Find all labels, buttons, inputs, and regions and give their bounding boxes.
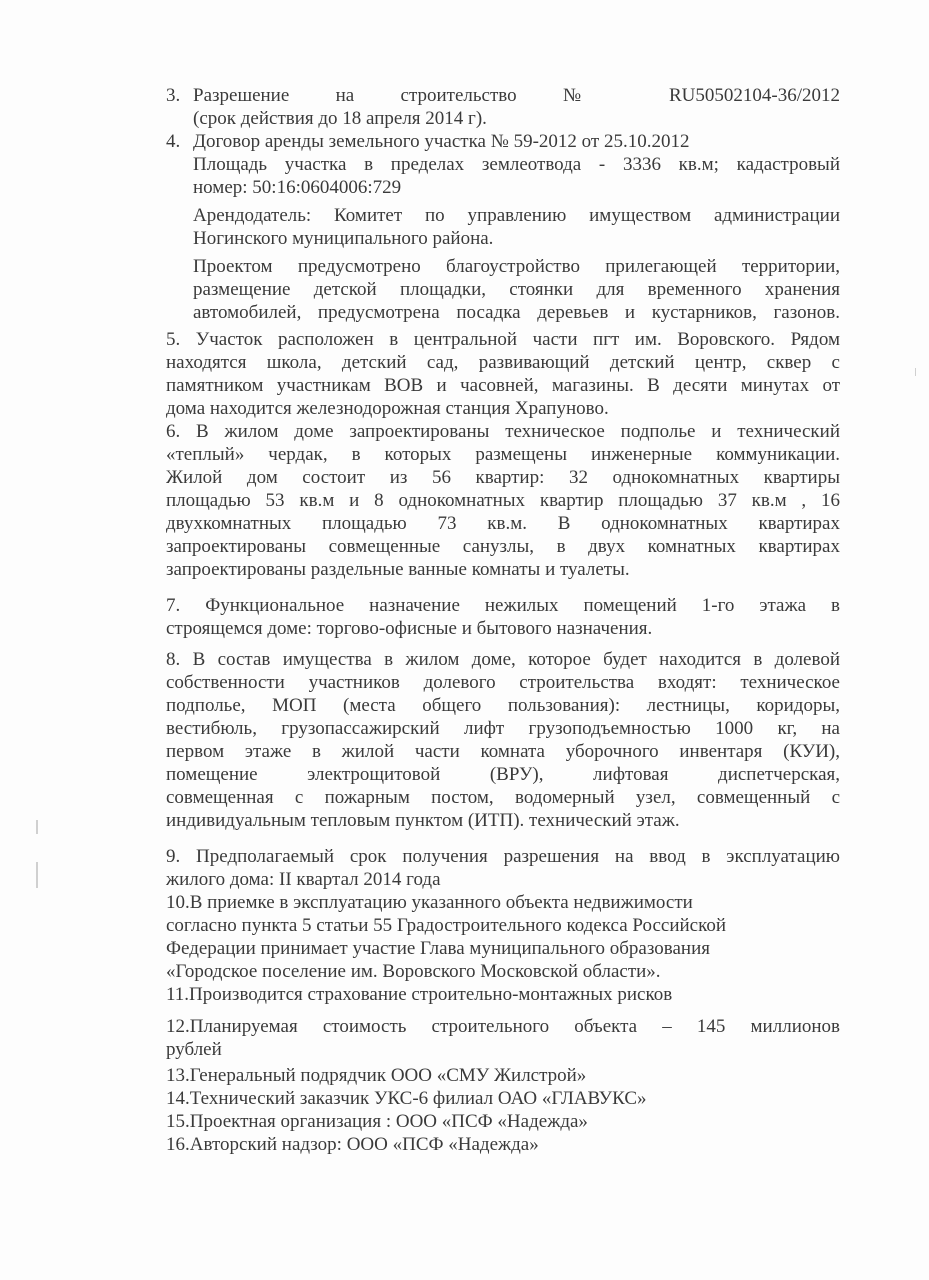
text-line: (срок действия до 18 апреля 2014 г). [193,108,487,129]
scan-artifact [915,368,916,376]
item-number: 4. [166,131,181,152]
text-line: 6. В жилом доме запроектированы техническое подполье и технический [166,421,840,442]
text-line: номер: 50:16:0604006:729 [193,177,402,198]
text-line: 10.В приемке в эксплуатацию указанного объекта недвижимости [166,892,693,913]
text-line: первом этаже в жилой части комната уборочного инвентаря (КУИ), [166,741,840,762]
text-line: рублей [166,1039,222,1060]
text-line: собственности участников долевого строительства входят: техническое [166,672,840,693]
text-line: памятником участникам ВОВ и часовней, магазины. В десяти минутах от [166,375,840,396]
text-line: запроектированы раздельные ванные комнаты и туалеты. [166,559,630,580]
text-line: индивидуальным тепловым пунктом (ИТП). технический этаж. [166,810,680,831]
text-line: подполье, МОП (места общего пользования): лестницы, коридоры, [166,695,840,716]
text-line: совмещенная с пожарным постом, водомерный узел, совмещенный с [166,787,840,808]
text-line: 7. Функциональное назначение нежилых помещений 1-го этажа в [166,595,840,616]
text-line: 11.Производится страхование строительно-монтажных рисков [166,984,673,1005]
text-line: запроектированы совмещенные санузлы, в двух комнатных квартирах [166,536,840,557]
text-line: дома находится железнодорожная станция Храпуново. [166,398,609,419]
text-line: 9. Предполагаемый срок получения разрешения на ввод в эксплуатацию [166,846,840,867]
text-line: 14.Технический заказчик УКС-6 филиал ОАО «ГЛАВУКС» [166,1088,647,1109]
text-line: автомобилей, предусмотрена посадка деревьев и кустарников, газонов. [193,302,840,323]
text-line: 15.Проектная организация : ООО «ПСФ «Надежда» [166,1111,588,1132]
text-line: строящемся доме: торгово-офисные и бытового назначения. [166,618,653,639]
text-line: 13.Генеральный подрядчик ООО «СМУ Жилстрой» [166,1065,587,1086]
text-line: Площадь участка в пределах землеотвода - 3336 кв.м; кадастровый [193,154,840,175]
text-line: находятся школа, детский сад, развивающий детский центр, сквер с [166,352,840,373]
text-line: размещение детской площадки, стоянки для временного хранения [193,279,840,300]
scan-artifact [36,862,38,888]
text-line: Арендодатель: Комитет по управлению имуществом администрации [193,205,840,226]
scan-artifact [36,820,38,834]
text-line: Договор аренды земельного участка № 59-2012 от 25.10.2012 [193,131,690,152]
text-line: помещение электрощитовой (ВРУ), лифтовая диспетчерская, [166,764,840,785]
text-line: 12.Планируемая стоимость строительного объекта – 145 миллионов [166,1016,840,1037]
text-line: Федерации принимает участие Глава муниципального образования [166,938,710,959]
text-line: 5. Участок расположен в центральной части пгт им. Воровского. Рядом [166,329,840,350]
text-line: Жилой дом состоит из 56 квартир: 32 однокомнатных квартиры [166,467,840,488]
text-line: Разрешение на строительство № RU50502104-36/2012 [193,85,840,106]
text-line: «Городское поселение им. Воровского Московской области». [166,961,661,982]
text-line: Ногинского муниципального района. [193,228,494,249]
text-line: двухкомнатных площадью 73 кв.м. В однокомнатных квартирах [166,513,840,534]
text-line: Проектом предусмотрено благоустройство прилегающей территории, [193,256,840,277]
text-line: 8. В состав имущества в жилом доме, которое будет находится в долевой [166,649,840,670]
text-line: согласно пункта 5 статьи 55 Градостроительного кодекса Российской [166,915,727,936]
text-line: вестибюль, грузопассажирский лифт грузоподъемностью 1000 кг, на [166,718,840,739]
text-line: площадью 53 кв.м и 8 однокомнатных квартир площадью 37 кв.м , 16 [166,490,840,511]
text-line: жилого дома: II квартал 2014 года [166,869,441,890]
item-number: 3. [166,85,181,106]
text-line: 16.Авторский надзор: ООО «ПСФ «Надежда» [166,1134,539,1155]
text-line: «теплый» чердак, в которых размещены инженерные коммуникации. [166,444,840,465]
